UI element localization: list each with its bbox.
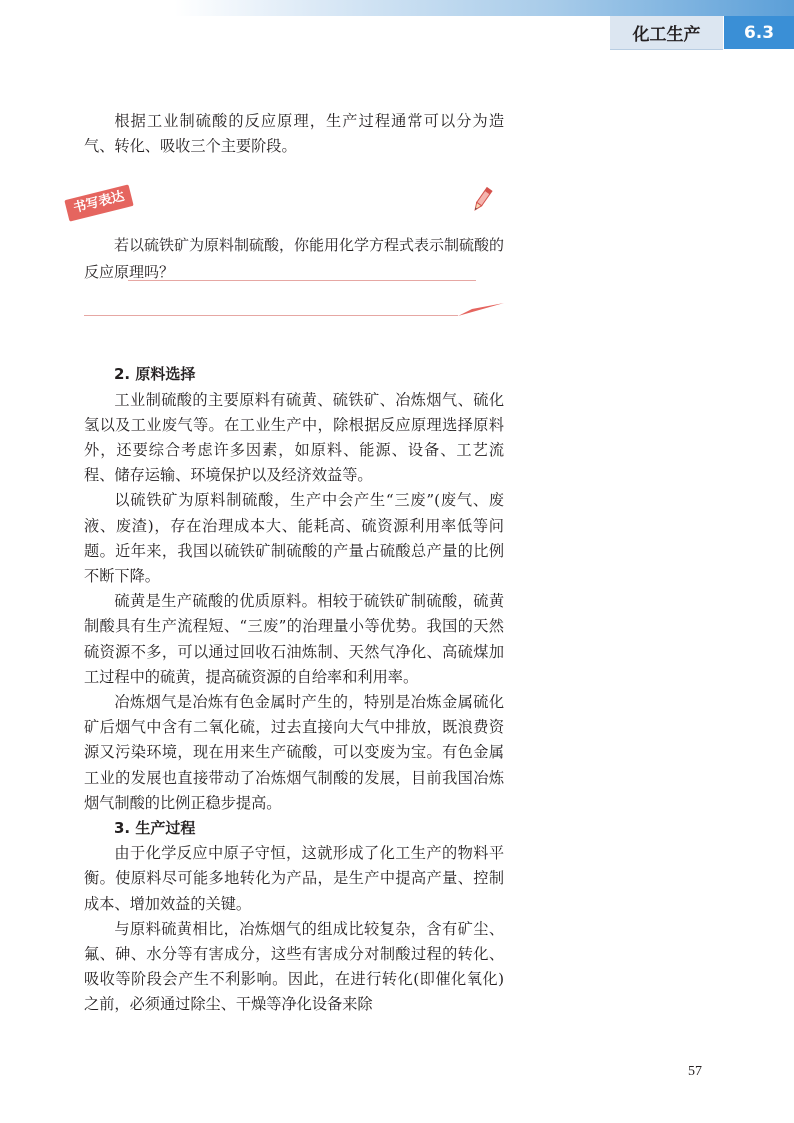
arrow-pennant-icon — [458, 299, 504, 317]
section-heading: 3. 生产过程 — [114, 819, 196, 838]
paragraph: 与原料硫黄相比，冶炼烟气的组成比较复杂，含有矿尘、氟、砷、水分等有害成分，这些有害成分对制酸过程的转化、吸收等阶段会产生不利影响。因此，在进行转化(即催化氧化)之前，必须通过除尘、干燥等净化设备来除 — [84, 919, 504, 1014]
header-gradient-bar — [0, 0, 794, 16]
paragraph: 工业制硫酸的主要原料有硫黄、硫铁矿、冶炼烟气、硫化氢以及工业废气等。在工业生产中，除根据反应原理选择原料外，还要综合考虑许多因素，如原料、能源、设备、工艺流程、储存运输、环境保护以及经济效益等。 — [84, 390, 504, 485]
section-number: 6.3 — [724, 16, 794, 49]
page-number: 57 — [688, 1064, 702, 1079]
intro-paragraph: 根据工业制硫酸的反应原理，生产过程通常可以分为造气、转化、吸收三个主要阶段。 — [84, 112, 504, 156]
section-heading: 2. 原料选择 — [114, 365, 196, 384]
chapter-title: 化工生产 — [610, 16, 723, 50]
paragraph: 由于化学反应中原子守恒，这就形成了化工生产的物料平衡。使原料尽可能多地转化为产品，是生产中提高产量、控制成本、增加效益的关键。 — [84, 844, 504, 913]
paragraph: 冶炼烟气是冶炼有色金属时产生的，特别是冶炼金属硫化矿后烟气中含有二氧化硫，过去直接向大气中排放，既浪费资源又污染环境，现在用来生产硫酸，可以变废为宝。有色金属工业的发展也直接带动了冶炼烟气制酸的发展，目前我国冶炼烟气制酸的比例正稳步提高。 — [84, 693, 504, 812]
page-content — [71, 109, 505, 1018]
paragraph: 以硫铁矿为原料制硫酸，生产中会产生“三废”(废气、废液、废渣)，存在治理成本大、能耗高、硫资源利用率低等问题。近年来，我国以硫铁矿制硫酸的产量占硫酸总产量的比例不断下降。 — [84, 491, 504, 586]
writing-prompt: 若以硫铁矿为原料制硫酸，你能用化学方程式表示制硫酸的反应原理吗？ — [84, 236, 505, 282]
writing-tag: 书写表达 — [64, 185, 133, 222]
divider-line — [84, 315, 458, 316]
pencil-icon — [470, 185, 494, 215]
paragraph: 硫黄是生产硫酸的优质原料。相较于硫铁矿制硫酸，硫黄制酸具有生产流程短、“三废”的治理量小等优势。我国的天然硫资源不多，可以通过回收石油炼制、天然气净化、高硫煤加工过程中的硫黄，提高硫资源的自给率和利用率。 — [84, 592, 504, 686]
writing-expression-box — [71, 187, 505, 329]
